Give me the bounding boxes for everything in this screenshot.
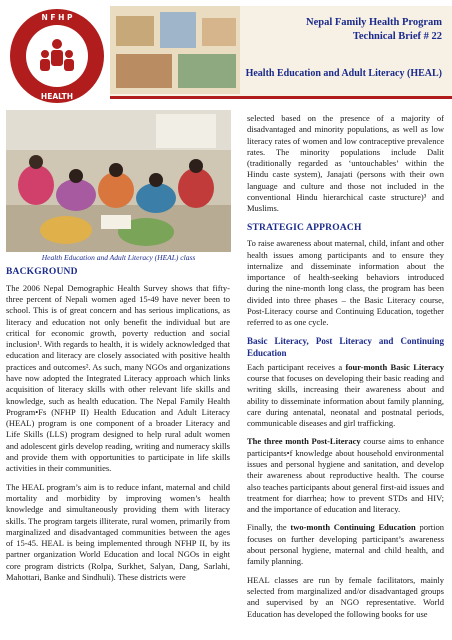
basic-literacy-paragraph <box>247 362 444 430</box>
background-paragraph-2: The HEAL program’s aim is to reduce infant, maternal and child mortality and morbidity by improving women’s health knowledge and simultaneously providing them with literacy skills. The program targets illiterate, rural women, primarily from marginalized and disadvantaged communities between the ages of 15-45. HEAL is being implemented through NFHP II, by its partner organization World Education and local NGOs in eight core program districts (Rolpa, Surkhet, Salyan, Dang, Sarlahi, Mahottari, Banke and Sindhuli). These districts were <box>6 481 230 583</box>
post-literacy-paragraph <box>247 436 444 515</box>
left-column <box>6 266 230 590</box>
strategic-approach-heading: STRATEGIC APPROACH <box>247 222 362 233</box>
continuing-education-lead: Finally, the <box>247 522 291 533</box>
basic-literacy-lead: Each participant receives a <box>247 361 346 372</box>
brief-number: Technical Brief # 22 <box>352 31 442 43</box>
post-literacy-bold: The three month Post-Literacy <box>247 436 361 447</box>
continuing-education-paragraph <box>247 522 444 567</box>
brief-title: Health Education and Adult Literacy (HEAL) <box>245 68 442 79</box>
page-header <box>0 0 452 110</box>
continuing-education-rest: portion focuses on further developing participant’s awareness about personal hygiene, maternal and child health, and family planning. <box>247 522 444 567</box>
svg-text:N F H P: N F H P <box>41 13 73 22</box>
program-name: Nepal Family Health Program <box>306 17 442 28</box>
header-title-block <box>306 16 442 44</box>
continuing-education-bold: two-month Continuing Education <box>290 522 416 533</box>
facilitators-paragraph: HEAL classes are run by female facilitators, mainly selected from marginalized and/or disadvantaged groups and supervised by an NGO representative. World Education has developed the following books for use <box>247 574 444 619</box>
background-heading: BACKGROUND <box>6 267 78 277</box>
svg-text:HEALTH: HEALTH <box>40 92 74 101</box>
header-photo-strip <box>110 6 240 94</box>
post-literacy-rest: course aims to enhance participants•f knowledge about household environmental issues and personal hygiene and sanitation, and develop their awareness about reproductive health. The course also teaches participants about general first-aid issues and treatment for diarrhea; how to prevent STDs and HIV; and the importance of education and literacy. <box>247 436 444 515</box>
basic-literacy-rest: course that focuses on developing their basic reading and writing skills, increasing their awareness about and ability to disseminate information about family planning, care during antenatal, neonatal and postnatal periods, communicable diseases and girl trafficking. <box>247 372 444 429</box>
nfhp-logo <box>6 6 108 106</box>
photo-caption: Health Education and Adult Literacy (HEAL) class <box>41 253 196 262</box>
background-paragraph-1: The 2006 Nepal Demographic Health Survey shows that fifty-three percent of Nepali women aged 15-49 have never been to school. This is of great concern and has serious implications, as literacy and education not only benefit the individual but are critical for economic growth, poverty reduction and social inclusion¹. With regards to health, it is widely acknowledged that education and literacy are closely associated with positive health practices and outcomes². As such, many NGOs and organizations have now adopted the Integrated Literacy approach which links acquisition of literacy skills with other relevant life skills and knowledge, such as health education. The Nepal Family Health Program•Fs (NFHP II) Health Education and Adult Literacy (HEAL) program is one component of a broader Literacy and Life Skills (LLS) program designed to help rural adult women and adolescent girls develop reading, writing and numeracy skills and provide them with opportunities to participate in life skills activities in their communities. <box>6 282 230 474</box>
header-banner <box>110 6 452 99</box>
basic-literacy-bold: four-month Basic Literacy <box>345 361 444 372</box>
strategic-approach-paragraph: To raise awareness about maternal, child, infant and other health issues among participants and to ensure they internalize and disseminate information about the importance of health-seeking behaviors introduced during the nine-month long class, the program has been divided into three phases – the Basic Literacy course, Post-Literacy course and Continuing Education, together referred to as one cycle. <box>247 238 444 328</box>
heal-class-photo <box>6 110 231 252</box>
literacy-phases-subheading: Basic Literacy, Post Literacy and Continuing Education <box>247 335 444 358</box>
continued-paragraph: selected based on the presence of a majority of disadvantaged and minority populations, as well as low literacy rates of women and low contraceptive prevalence rates. The minority populations include Dalit (traditionally regarded as ‘untouchables’ within the Hindu caste system), Janajati (persons with their own language and culture and those not included in the conventional Hindu hierarchical caste structure)³ and Muslims. <box>247 113 444 214</box>
right-column <box>247 113 444 627</box>
